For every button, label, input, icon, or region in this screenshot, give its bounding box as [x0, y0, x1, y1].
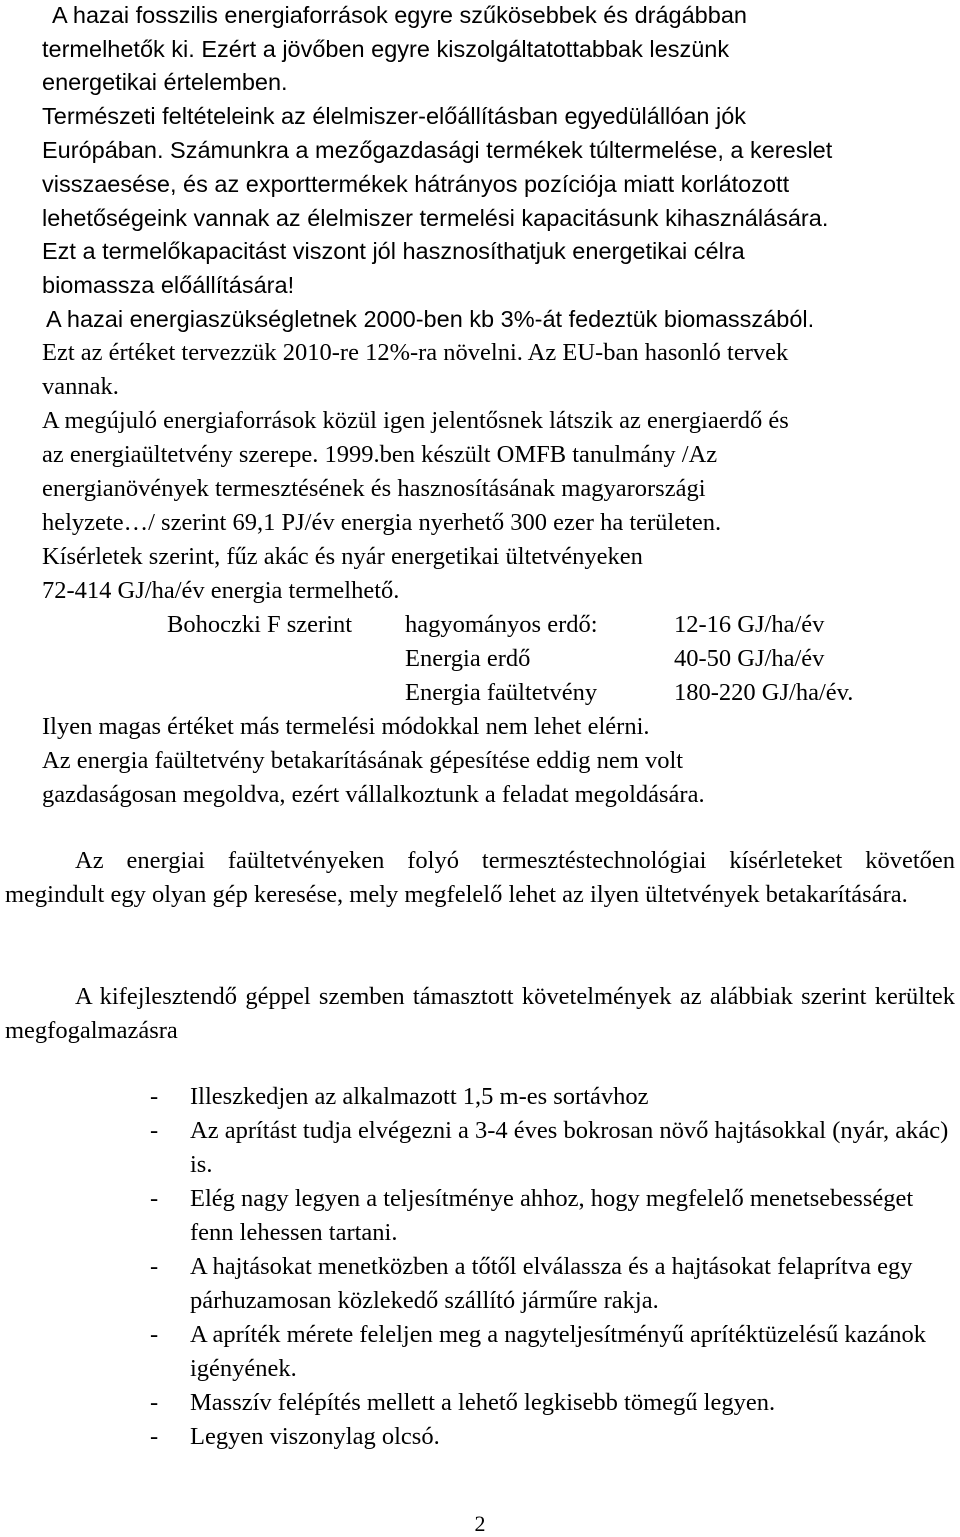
text-line: visszaesése, és az exporttermékek hátrányos pozíciója miatt korlátozott — [42, 171, 790, 197]
text-line: energetikai értelemben. — [42, 69, 288, 95]
text-line: Ezt az értéket tervezzük 2010-re 12%-ra növelni. Az EU-ban hasonló tervek — [42, 339, 789, 366]
bullet-marker: - — [150, 1253, 159, 1280]
text-line: Ilyen magas értéket más termelési módokkal nem lehet elérni. — [42, 713, 650, 740]
list-item-text: Illeszkedjen az alkalmazott 1,5 m-es sortávhoz — [190, 1083, 649, 1110]
text-line: A hazai fosszilis energiaforrások egyre szűkösebbek és drágábban — [52, 2, 747, 28]
bullet-marker: - — [150, 1423, 159, 1450]
text-line: Kísérletek szerint, fűz akác és nyár energetikai ültetvényeken — [42, 543, 643, 570]
text-line: A megújuló energiaforrások közül igen jelentősnek látszik az energiaerdő és — [42, 407, 789, 434]
text-line: A hazai energiaszükségletnek 2000-ben kb 3%-át fedeztük biomasszából. — [46, 306, 815, 332]
text-line: 72-414 GJ/ha/év energia termelhető. — [42, 577, 400, 604]
list-item-text: A apríték mérete feleljen meg a nagyteljesítményű aprítéktüzelésű kazánok igényének. — [190, 1321, 927, 1382]
text-line: energianövények termesztésének és hasznosításának magyarországi — [42, 475, 706, 502]
list-item-text: Legyen viszonylag olcsó. — [190, 1423, 440, 1450]
table-source-label: Bohoczki F szerint — [167, 611, 353, 638]
paragraph — [5, 844, 955, 912]
text-line: biomassza előállítására! — [42, 272, 295, 298]
list-item-text: A hajtásokat menetközben a tőtől elválassza és a hajtásokat felaprítva egy párhuzamosan közlekedő szállító járműre rakja. — [190, 1253, 913, 1314]
list-item — [150, 1420, 960, 1454]
table-row-label: Energia erdő — [405, 645, 531, 672]
paragraph-text: Az energiai faültetvényeken folyó termesztéstechnológiai kísérleteket követően megindult egy olyan gép keresése, mely megfelelő lehet az ilyen ültetvények betakarítására. — [5, 847, 955, 908]
list-item-text: Elég nagy legyen a teljesítménye ahhoz, hogy megfelelő menetsebességet fenn lehessen tartani. — [190, 1185, 914, 1246]
table-row-value: 180-220 GJ/ha/év. — [674, 679, 854, 706]
list-item — [150, 1386, 960, 1420]
bullet-marker: - — [150, 1117, 159, 1144]
text-line: gazdaságosan megoldva, ezért vállalkoztunk a feladat megoldására. — [42, 781, 705, 808]
table-row-label: hagyományos erdő: — [405, 611, 598, 638]
paragraph — [5, 980, 955, 1048]
text-line: Európában. Számunkra a mezőgazdasági termékek túltermelése, a kereslet — [42, 137, 833, 163]
list-item — [150, 1182, 960, 1250]
text-line: Természeti feltételeink az élelmiszer-előállításban egyedülállóan jók — [42, 103, 747, 129]
bullet-marker: - — [150, 1389, 159, 1416]
requirements-list — [150, 1080, 960, 1454]
list-item-text: Masszív felépítés mellett a lehető legkisebb tömegű legyen. — [190, 1389, 776, 1416]
text-line: vannak. — [42, 373, 119, 400]
table-row-label: Energia faültetvény — [405, 679, 598, 706]
text-line: termelhetők ki. Ezért a jövőben egyre kiszolgáltatottabbak leszünk — [42, 36, 730, 62]
paragraph-text: A kifejlesztendő géppel szemben támasztott követelmények az alábbiak szerint kerültek megfogalmazásra — [5, 983, 955, 1044]
bullet-marker: - — [150, 1185, 159, 1212]
table-row-value: 40-50 GJ/ha/év — [674, 645, 825, 672]
table-row-value: 12-16 GJ/ha/év — [674, 611, 825, 638]
text-line: lehetőségeink vannak az élelmiszer termelési kapacitásunk kihasználására. — [42, 205, 829, 231]
list-item — [150, 1114, 960, 1182]
list-item — [150, 1318, 960, 1386]
bullet-marker: - — [150, 1321, 159, 1348]
page-number: 2 — [474, 1511, 486, 1536]
text-line: Az energia faültetvény betakarításának gépesítése eddig nem volt — [42, 747, 684, 774]
list-item-text: Az aprítást tudja elvégezni a 3-4 éves bokrosan növő hajtásokkal (nyár, akác) is. — [190, 1117, 949, 1178]
text-line: Ezt a termelőkapacitást viszont jól hasznosíthatjuk energetikai célra — [42, 238, 745, 264]
list-item — [150, 1250, 960, 1318]
text-line: helyzete…/ szerint 69,1 PJ/év energia nyerhető 300 ezer ha területen. — [42, 509, 722, 536]
list-item — [150, 1080, 960, 1114]
text-line: az energiaültetvény szerepe. 1999.ben készült OMFB tanulmány /Az — [42, 441, 718, 468]
bullet-marker: - — [150, 1083, 159, 1110]
